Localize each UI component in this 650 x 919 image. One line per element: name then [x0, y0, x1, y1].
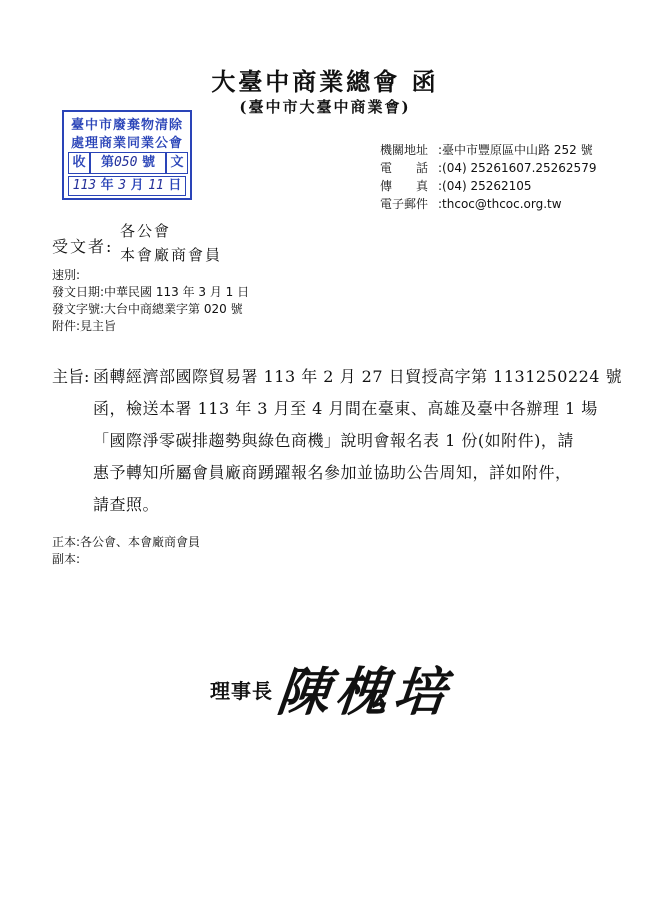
stamp-doc-char: 文	[166, 152, 188, 174]
stamp-number	[90, 152, 166, 174]
signature-title: 理事長	[210, 679, 273, 703]
subject-line: 請查照。	[93, 495, 160, 514]
stamp-number-row	[66, 152, 188, 174]
signature-name: 陳槐培	[274, 662, 455, 723]
stamp-number-suffix: 號	[142, 155, 156, 170]
contact-email	[380, 195, 562, 212]
meta-speed: 速別:	[52, 268, 81, 282]
subject-line: 函，檢送本署 113 年 3 月至 4 月間在臺東、高雄及臺中各辦理 1 場	[93, 399, 598, 418]
contact-phone	[380, 159, 596, 176]
stamp-receive-char: 收	[68, 152, 90, 174]
stamp-date-day: 11	[148, 178, 164, 193]
subject-line: 惠予轉知所屬會員廠商踴躍報名參加並協助公告周知，詳如附件，	[93, 463, 572, 482]
meta-date: 發文日期:中華民國 113 年 3 月 1 日	[52, 285, 250, 299]
stamp-org-line1: 臺中市廢棄物清除	[70, 118, 183, 133]
stamp-date-day-unit: 日	[168, 178, 182, 193]
contact-value: :thcoc@thcoc.org.tw	[438, 197, 562, 211]
recipient-item: 各公會	[120, 222, 172, 240]
contact-label: 機關地址	[380, 143, 429, 157]
meta-attachment: 附件:見主旨	[52, 319, 117, 333]
stamp-org-line2: 處理商業同業公會	[70, 136, 183, 151]
stamp-date-month-unit: 月	[130, 178, 144, 193]
stamp-date-month: 3	[118, 178, 127, 193]
contact-label: 電 話	[380, 161, 429, 175]
document-title: 大臺中商業總會 函	[211, 67, 439, 96]
subject-line: 「國際淨零碳排趨勢與綠色商機」說明會報名表 1 份(如附件)，請	[93, 431, 574, 450]
cc-copy: 副本:	[52, 552, 81, 566]
contact-fax	[380, 177, 532, 194]
contact-value: :(04) 25261607.25262579	[438, 161, 597, 175]
contact-label: 傳 真	[380, 179, 429, 193]
cc-original: 正本:各公會、本會廠商會員	[52, 535, 201, 549]
contact-address	[380, 141, 593, 158]
meta-doc-number: 發文字號:大台中商總業字第 020 號	[52, 302, 243, 316]
contact-label: 電子郵件	[380, 197, 429, 211]
stamp-number-prefix: 第	[100, 155, 114, 170]
stamp-date-year-unit: 年	[100, 178, 114, 193]
subject-line: 函轉經濟部國際貿易署 113 年 2 月 27 日貿授高字第 1131250224 號	[93, 367, 623, 386]
recipient-item: 本會廠商會員	[120, 246, 223, 264]
stamp-date	[68, 176, 186, 196]
stamp-number-value: 050	[113, 155, 138, 170]
subject-label: 主旨:	[52, 367, 90, 386]
contact-value: :(04) 25262105	[438, 179, 532, 193]
recipient-label: 受文者:	[52, 237, 114, 256]
document-subtitle: (臺中市大臺中商業會)	[239, 98, 411, 116]
stamp-date-year: 113	[72, 178, 97, 193]
receipt-stamp	[62, 110, 192, 200]
contact-value: :臺中市豐原區中山路 252 號	[438, 143, 593, 157]
